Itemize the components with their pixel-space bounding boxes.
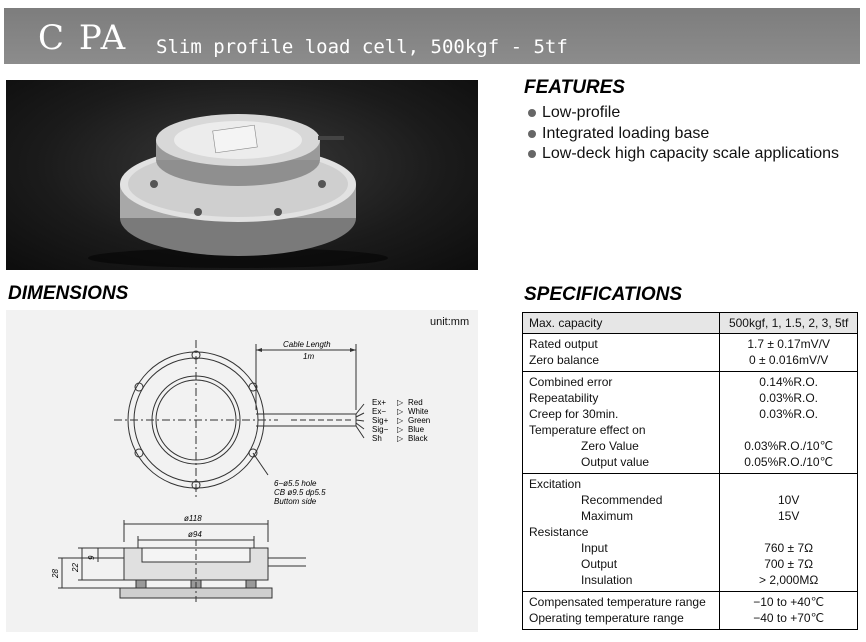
spec-row [523, 508, 858, 524]
spec-label: Insulation [581, 573, 633, 587]
spec-value [720, 524, 858, 540]
spec-row [523, 572, 858, 592]
cable-length-label: Cable Length [283, 340, 331, 349]
wire-signal: Ex− [372, 407, 387, 416]
arrow-icon: ▷ [397, 434, 404, 443]
spec-row [523, 454, 858, 474]
spec-value: 760 ± 7Ω [720, 540, 858, 556]
spec-row [523, 406, 858, 422]
spec-value: 0 ± 0.016mV/V [720, 352, 858, 372]
spec-label: Zero Value [581, 439, 639, 453]
spec-label: Rated output [529, 337, 598, 351]
unit-label: unit:mm [430, 316, 470, 328]
spec-label: Repeatability [529, 391, 599, 405]
spec-row [523, 556, 858, 572]
wire-signal: Sig+ [372, 416, 389, 425]
spec-row [523, 334, 858, 353]
spec-value: 500kgf, 1, 1.5, 2, 3, 5tf [720, 313, 858, 334]
dim-118: ø118 [184, 514, 202, 523]
spec-value [720, 422, 858, 438]
bullet-icon [528, 130, 536, 138]
spec-row [523, 352, 858, 372]
spec-label: Combined error [529, 375, 613, 389]
cable-length-value: 1m [303, 352, 315, 361]
hole-note: Buttom side [274, 497, 317, 506]
wire-signal: Ex+ [372, 398, 387, 407]
spec-value: 15V [720, 508, 858, 524]
dim-94: ø94 [188, 530, 202, 539]
spec-value: 0.05%R.O./10℃ [720, 454, 858, 474]
model-subtitle: Slim profile load cell, 500kgf - 5tf [156, 36, 568, 58]
bullet-icon [528, 109, 536, 117]
spec-row [523, 422, 858, 438]
bullet-icon [528, 150, 536, 158]
spec-label: Compensated temperature range [529, 595, 706, 609]
dimension-diagram [6, 310, 478, 632]
spec-value: −10 to +40℃ [720, 592, 858, 611]
hole-note: CB ø9.5 dp5.5 [274, 488, 326, 497]
wire-color: White [408, 407, 429, 416]
wire-color: Blue [408, 425, 425, 434]
wire-color: Black [408, 434, 428, 443]
features-list [526, 103, 839, 165]
features-title: FEATURES [524, 77, 625, 98]
spec-row [523, 474, 858, 493]
product-photo [6, 80, 478, 270]
feature-item: Low-profile [526, 103, 839, 124]
spec-value: 0.03%R.O. [720, 406, 858, 422]
wire-color: Red [408, 398, 423, 407]
dim-22: 22 [71, 563, 80, 572]
arrow-icon: ▷ [397, 398, 404, 407]
arrow-icon: ▷ [397, 425, 404, 434]
spec-label: Output [581, 557, 618, 571]
hole-note: 6−ø5.5 hole [274, 479, 317, 488]
load-cell-illustration [6, 80, 478, 270]
spec-value: 1.7 ± 0.17mV/V [720, 334, 858, 353]
wire-signal: Sig− [372, 425, 389, 434]
spec-value: 0.03%R.O./10℃ [720, 438, 858, 454]
wire-color: Green [408, 416, 431, 425]
spec-label: Temperature effect on [529, 423, 646, 437]
spec-row [523, 492, 858, 508]
spec-label: Excitation [529, 477, 582, 491]
spec-value: 0.03%R.O. [720, 390, 858, 406]
spec-row [523, 372, 858, 391]
arrow-icon: ▷ [397, 407, 404, 416]
spec-label: Maximum [581, 509, 634, 523]
specifications-table [522, 312, 858, 630]
spec-row [523, 610, 858, 630]
feature-item: Low-deck high capacity scale applications [526, 144, 839, 165]
spec-label: Creep for 30min. [529, 407, 619, 421]
spec-row [523, 390, 858, 406]
spec-value: 10V [720, 492, 858, 508]
dim-28: 28 [51, 569, 60, 578]
feature-item: Integrated loading base [526, 124, 839, 145]
spec-label: Input [581, 541, 608, 555]
spec-label: Resistance [529, 525, 589, 539]
spec-value: 0.14%R.O. [720, 372, 858, 391]
spec-value: > 2,000MΩ [720, 572, 858, 592]
model-code: C PA [38, 18, 128, 58]
spec-label: Max. capacity [523, 313, 720, 334]
spec-row [523, 313, 858, 334]
dimensions-title: DIMENSIONS [8, 283, 129, 304]
dim-9: 9 [87, 555, 96, 560]
specifications-title: SPECIFICATIONS [524, 284, 682, 305]
spec-label: Operating temperature range [529, 611, 684, 625]
spec-value [720, 474, 858, 493]
spec-row [523, 438, 858, 454]
dimensions-drawing [6, 310, 478, 632]
spec-value: 700 ± 7Ω [720, 556, 858, 572]
spec-row [523, 540, 858, 556]
spec-row [523, 592, 858, 611]
spec-value: −40 to +70℃ [720, 610, 858, 630]
spec-label: Zero balance [529, 353, 600, 367]
arrow-icon: ▷ [397, 416, 404, 425]
title-banner [4, 8, 860, 64]
wire-signal: Sh [372, 434, 382, 443]
spec-label: Output value [581, 455, 650, 469]
spec-row [523, 524, 858, 540]
spec-label: Recommended [581, 493, 663, 507]
